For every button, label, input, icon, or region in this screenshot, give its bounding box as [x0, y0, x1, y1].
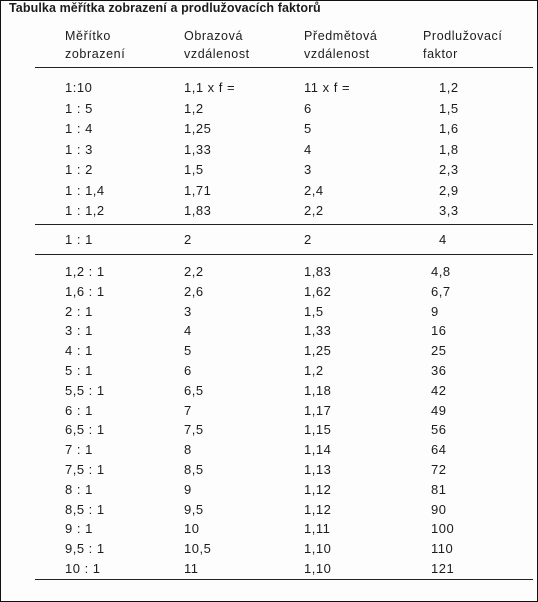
table-cell: 1 : 1,4 — [65, 182, 105, 198]
table-cell: 3 — [304, 162, 312, 177]
table-row — [1, 80, 537, 102]
table-cell: 2,9 — [439, 182, 459, 198]
table-row — [1, 383, 537, 405]
table-cell: 1,12 — [304, 481, 332, 497]
table-cell: 2,4 — [304, 182, 324, 198]
table-cell: 11 — [184, 561, 199, 576]
table-row — [1, 142, 537, 164]
table-cell: 1 : 4 — [65, 121, 93, 136]
table-cell: 1,6 — [439, 121, 459, 136]
table-cell: 5 — [304, 121, 312, 136]
table-cell: 25 — [431, 343, 447, 359]
table-cell: 1,14 — [304, 442, 332, 458]
table-cell: 11 x f = — [304, 80, 351, 95]
header-image-distance-line2: vzdálenost — [184, 47, 250, 61]
table-row — [1, 363, 537, 385]
table-cell: 1 : 1,2 — [65, 203, 105, 218]
header-object-distance-line1: Předmětová — [304, 29, 378, 43]
table-cell: 2,2 — [184, 264, 204, 279]
table-cell: 4 — [439, 232, 447, 247]
header-image-distance-line1: Obrazová — [184, 29, 243, 43]
table-cell: 64 — [431, 442, 447, 458]
table-row — [1, 502, 537, 524]
table-cell: 1,5 — [184, 162, 204, 177]
table-row — [1, 462, 537, 484]
table-cell: 1,71 — [184, 182, 212, 198]
table-cell: 1,18 — [304, 382, 332, 398]
table-cell: 7,5 : 1 — [65, 462, 105, 477]
table-cell: 1,2 — [304, 363, 324, 378]
table-row — [1, 482, 537, 504]
table-cell: 2,3 — [439, 162, 459, 177]
table-cell: 1,2 — [184, 100, 204, 116]
table-cell: 2,6 — [184, 283, 204, 299]
table-cell: 1 : 3 — [65, 141, 93, 157]
table-cell: 9 — [184, 481, 192, 497]
table-cell: 3 : 1 — [65, 323, 93, 339]
table-cell: 8,5 — [184, 462, 204, 477]
footer-rule — [35, 579, 533, 580]
table-cell: 56 — [431, 422, 447, 438]
table-cell: 9 — [431, 303, 439, 319]
table-cell: 4,8 — [431, 264, 451, 279]
header-extension-factor-line1: Prodlužovací — [423, 29, 503, 43]
table-cell: 81 — [431, 481, 447, 497]
table-cell: 110 — [431, 541, 454, 557]
table-row — [1, 183, 537, 205]
table-row — [1, 304, 537, 326]
divider-bottom — [35, 254, 533, 255]
table-cell: 49 — [431, 402, 447, 418]
table-cell: 10 — [184, 521, 200, 537]
table-cell: 36 — [431, 363, 447, 378]
table-cell: 2,2 — [304, 203, 324, 218]
table-cell: 1,11 — [304, 521, 331, 537]
table-cell: 2 : 1 — [65, 303, 93, 319]
table-cell: 10 : 1 — [65, 561, 101, 576]
header-extension-factor-line2: faktor — [423, 47, 458, 61]
table-cell: 1,83 — [304, 264, 332, 279]
table-row — [1, 343, 537, 365]
table-cell: 2 — [184, 232, 192, 247]
divider-top — [35, 224, 533, 225]
table-cell: 1,33 — [184, 141, 212, 157]
table-cell: 72 — [431, 462, 447, 477]
table-row — [1, 442, 537, 464]
header-image-distance — [184, 27, 250, 63]
table-cell: 1,5 — [439, 100, 459, 116]
table-cell: 8 — [184, 442, 192, 458]
table-cell: 10,5 — [184, 541, 212, 557]
table-cell: 1,12 — [304, 501, 332, 517]
table-cell: 3,3 — [439, 203, 459, 218]
table-cell: 6 — [184, 363, 192, 378]
table-cell: 6 — [304, 100, 312, 116]
header-scale — [65, 27, 125, 63]
table-row — [1, 521, 537, 543]
table-cell: 1,13 — [304, 462, 332, 477]
table-row — [1, 264, 537, 286]
table-cell: 8 : 1 — [65, 481, 93, 497]
table-cell: 1,17 — [304, 402, 332, 418]
table-cell: 8,5 : 1 — [65, 501, 105, 517]
table-cell: 1,2 — [439, 80, 459, 95]
table-cell: 7 : 1 — [65, 442, 93, 458]
table-cell: 1,62 — [304, 283, 332, 299]
table-cell: 1,10 — [304, 541, 332, 557]
table-row — [1, 232, 537, 254]
table-cell: 6,5 — [184, 382, 204, 398]
table-cell: 2 — [304, 232, 312, 247]
table-cell: 1,8 — [439, 141, 459, 157]
table-cell: 1 : 5 — [65, 100, 93, 116]
table-row — [1, 403, 537, 425]
table-cell: 1,5 — [304, 303, 324, 319]
table-cell: 1 : 2 — [65, 162, 93, 177]
table-cell: 42 — [431, 382, 447, 398]
table-cell: 4 — [304, 141, 312, 157]
table-cell: 1,2 : 1 — [65, 264, 105, 279]
table-cell: 100 — [431, 521, 455, 537]
table-cell: 1,15 — [304, 422, 332, 438]
table-cell: 1 : 1 — [65, 232, 93, 247]
table-cell: 90 — [431, 501, 447, 517]
header-scale-line2: zobrazení — [65, 47, 126, 61]
table-row — [1, 422, 537, 444]
table-cell: 9,5 — [184, 501, 204, 517]
table-row — [1, 284, 537, 306]
table-row — [1, 162, 537, 184]
header-object-distance — [304, 27, 377, 63]
table-cell: 5 : 1 — [65, 363, 93, 378]
table-cell: 9,5 : 1 — [65, 541, 105, 557]
table-cell: 1,25 — [184, 121, 212, 136]
table-row — [1, 541, 537, 563]
table-row — [1, 323, 537, 345]
table-cell: 5,5 : 1 — [65, 382, 105, 398]
table-cell: 1,33 — [304, 323, 332, 339]
table-cell: 4 — [184, 323, 192, 339]
header-object-distance-line2: vzdálenost — [304, 47, 370, 61]
table-cell: 121 — [431, 561, 455, 576]
table-cell: 1,83 — [184, 203, 212, 218]
table-cell: 7,5 — [184, 422, 204, 438]
table-cell: 1:10 — [65, 80, 93, 95]
table-row — [1, 101, 537, 123]
table-cell: 6,5 : 1 — [65, 422, 105, 438]
table-cell: 1,6 : 1 — [65, 283, 105, 299]
header-rule — [35, 67, 533, 68]
table-cell: 4 : 1 — [65, 343, 93, 359]
table-cell: 9 : 1 — [65, 521, 93, 537]
table-row — [1, 121, 537, 143]
table-cell: 1,10 — [304, 561, 332, 576]
table-cell: 16 — [431, 323, 447, 339]
table-row — [1, 203, 537, 225]
table-cell: 1,25 — [304, 343, 332, 359]
table-cell: 7 — [184, 402, 192, 418]
table-cell: 3 — [184, 303, 192, 319]
table-cell: 6 : 1 — [65, 402, 93, 418]
table-cell: 1,1 x f = — [184, 80, 236, 95]
table-title: Tabulka měřítka zobrazení a prodlužovacích faktorů — [9, 1, 321, 15]
table-cell: 6,7 — [431, 283, 451, 299]
header-scale-line1: Měřítko — [65, 29, 111, 43]
table-cell: 5 — [184, 343, 192, 359]
header-extension-factor — [423, 27, 502, 63]
